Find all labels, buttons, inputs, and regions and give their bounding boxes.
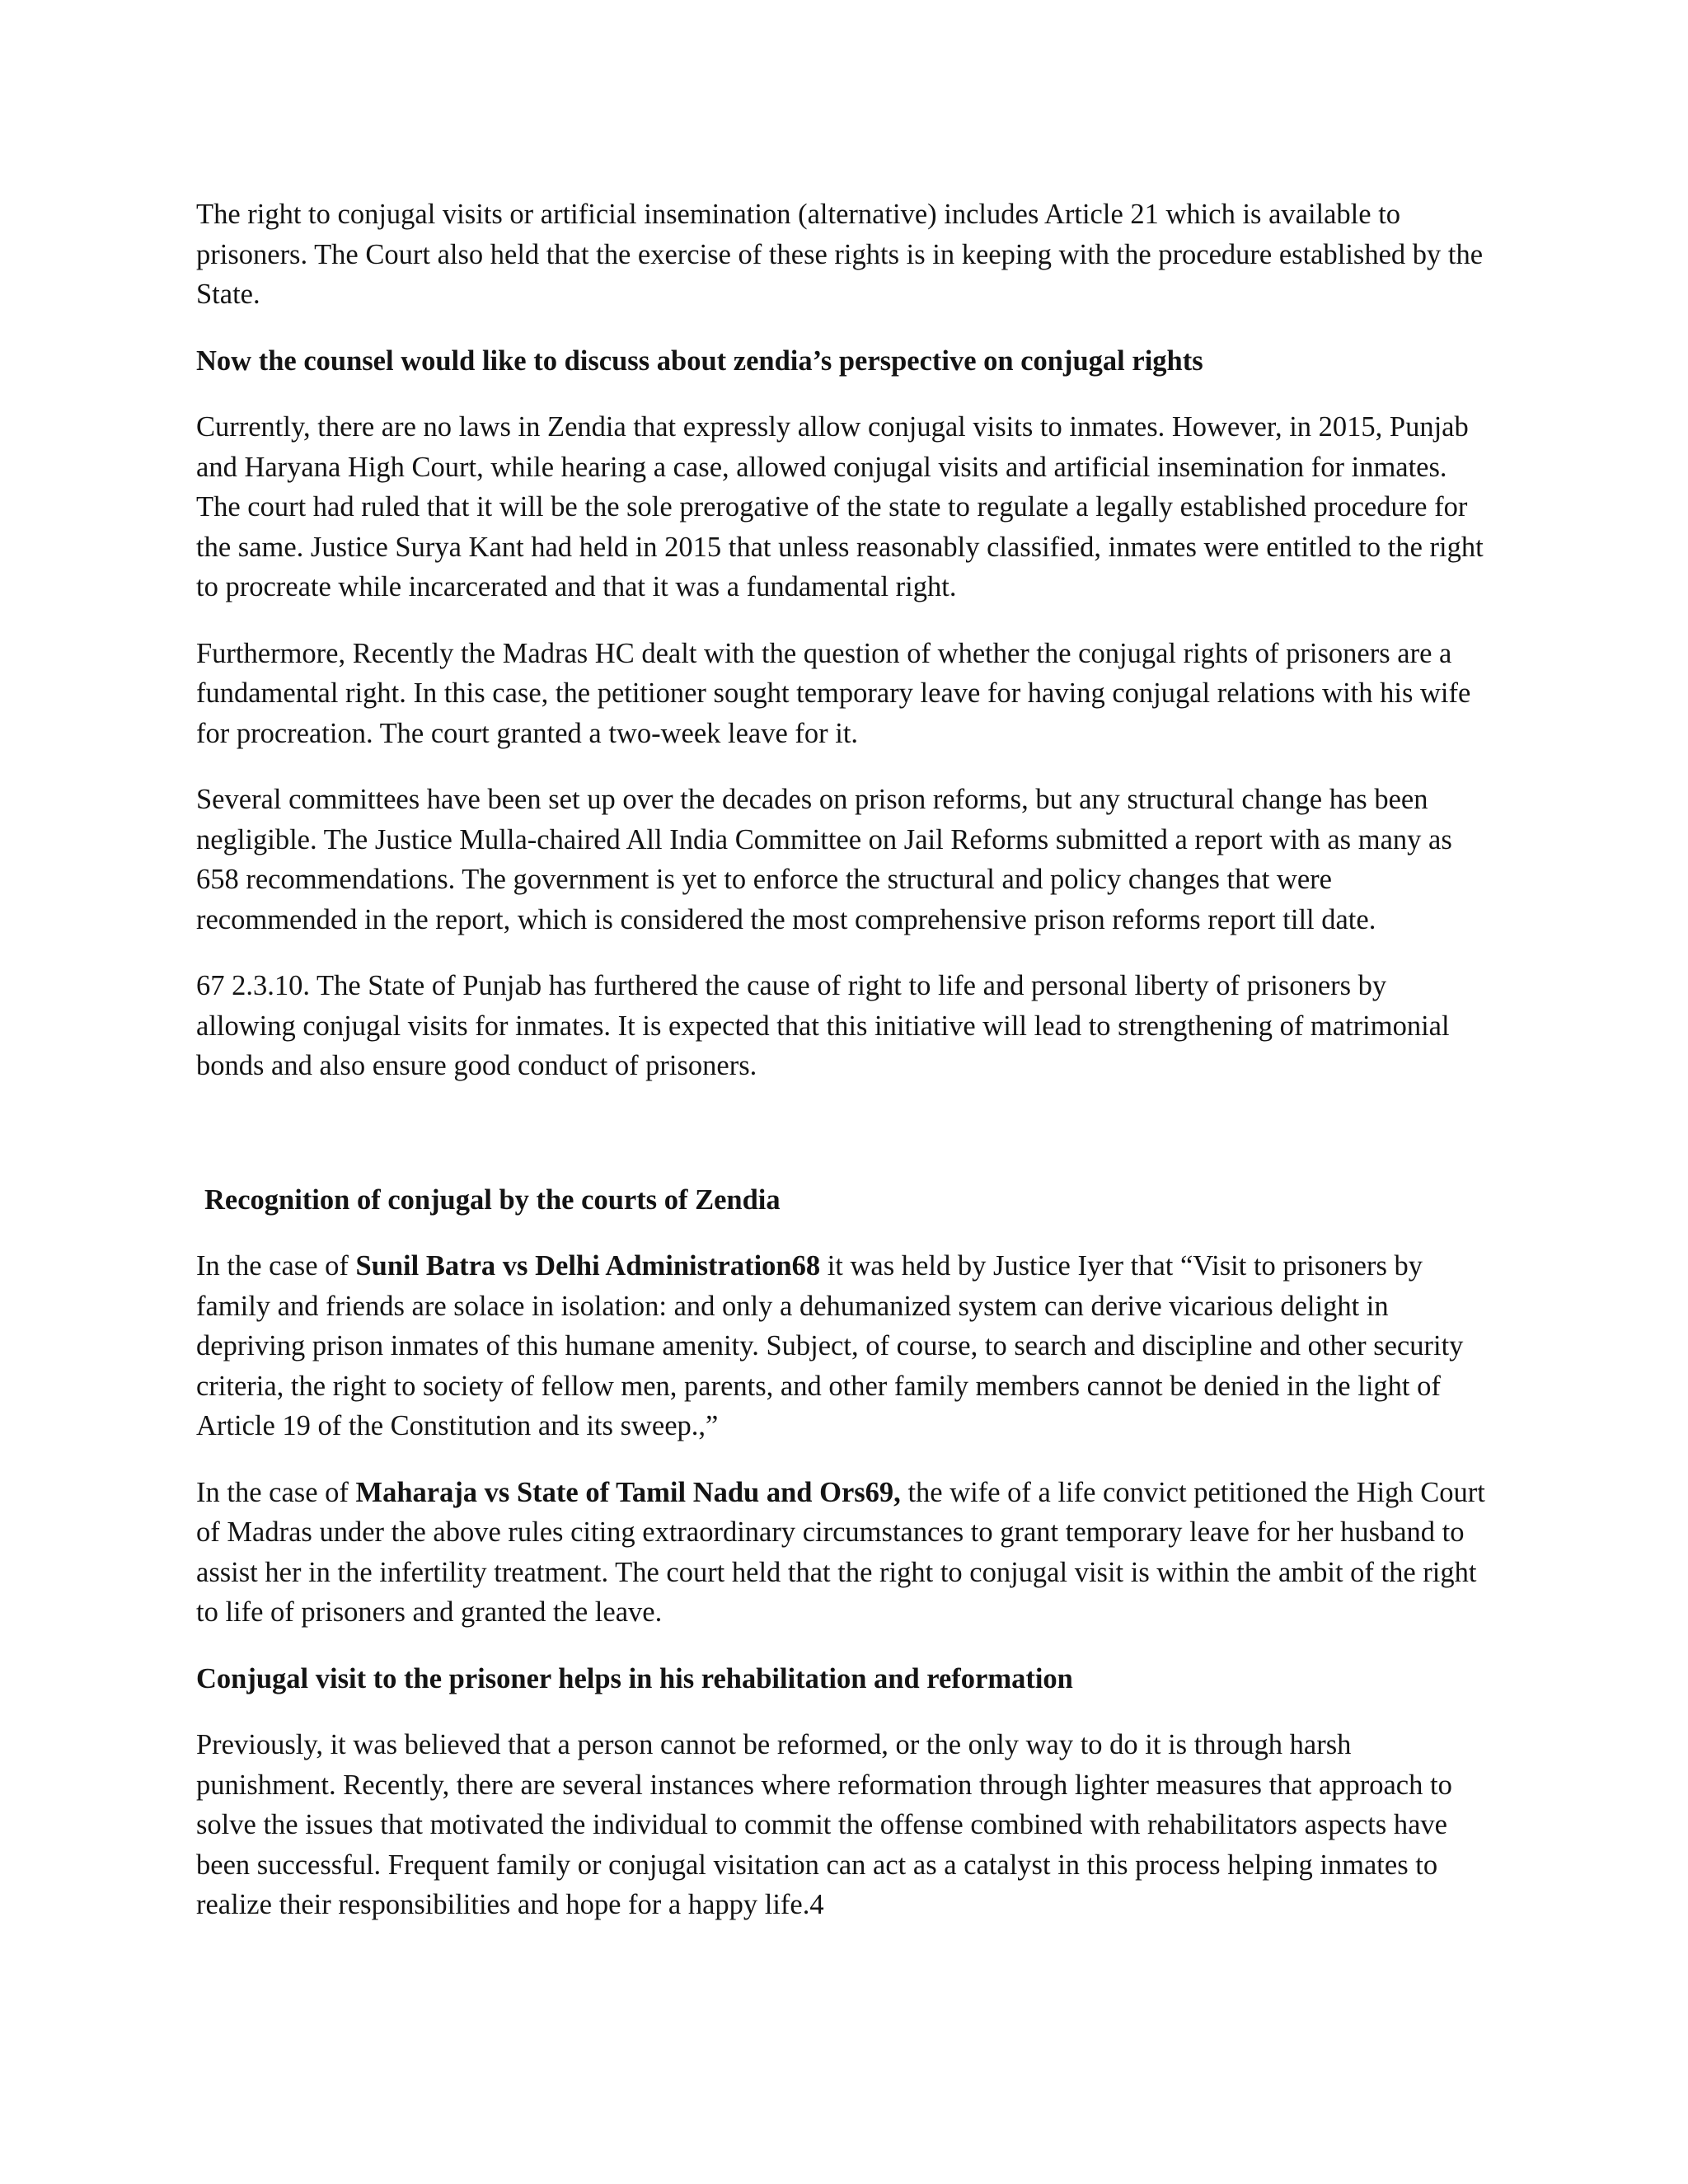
document-page (196, 194, 1492, 1952)
heading-zendia-perspective: Now the counsel would like to discuss about zendia’s perspective on conjugal rights (196, 344, 1203, 377)
case-intro-text: In the case of (196, 1476, 356, 1508)
paragraph-article-21: The right to conjugal visits or artificial insemination (alternative) includes Article 21 which is available to prisoners. The Court also held that the exercise of these rights is in keeping with the procedure established by the State. (196, 199, 1484, 310)
heading-recognition-courts: Recognition of conjugal by the courts of Zendia (204, 1183, 781, 1216)
paragraph-committees: Several committees have been set up over the decades on prison reforms, but any structural change has been negligible. The Justice Mulla-chaired All India Committee on Jail Reforms submitted a report with as many as 658 recommendations. The government is yet to enforce the structural and policy changes that were recommended in the report, which is considered the most comprehensive prison reforms report till date. (196, 784, 1452, 935)
blank-space (196, 1113, 1492, 1180)
heading-rehabilitation: Conjugal visit to the prisoner helps in his rehabilitation and reformation (196, 1662, 1073, 1694)
case-name-maharaja: Maharaja vs State of Tamil Nadu and Ors69, (355, 1476, 901, 1508)
case-name-sunil-batra: Sunil Batra vs Delhi Administration68 (355, 1250, 821, 1282)
paragraph-no-laws-zendia: Currently, there are no laws in Zendia that expressly allow conjugal visits to inmates. However, in 2015, Punjab and Haryana High Court, while hearing a case, allowed conjugal visits and artificial insemination for inmates. The court had ruled that it will be the sole prerogative of the state to regulate a legally established procedure for the same. Justice Surya Kant had held in 2015 that unless reasonably classified, inmates were entitled to the right to procreate while incarcerated and that it was a fundamental right. (196, 411, 1484, 602)
paragraph-sunil-batra (196, 1246, 1492, 1446)
case-body-text: the wife of a life convict petitioned the High Court of Madras under the above rules citing extraordinary circumstances to grant temporary leave for her husband to assist her in the infertility treatment. The court held that the right to conjugal visit is within the ambit of the right to life of prisoners and granted the leave. (196, 1476, 1485, 1628)
case-intro-text: In the case of (196, 1250, 356, 1282)
paragraph-reformation: Previously, it was believed that a person cannot be reformed, or the only way to do it is through harsh punishment. Recently, there are several instances where reformation through lighter measures that approach to solve the issues that motivated the individual to commit the offense combined with rehabilitators aspects have been successful. Frequent family or conjugal visitation can act as a catalyst in this process helping inmates to realize their responsibilities and hope for a happy life.4 (196, 1729, 1452, 1920)
case-body-text: it was held by Justice Iyer that “Visit to prisoners by family and friends are solace in isolation: and only a dehumanized system can derive vicarious delight in depriving prison inmates of this humane amenity. Subject, of course, to search and discipline and other security criteria, the right to society of fellow men, parents, and other family members cannot be denied in the light of Article 19 of the Constitution and its sweep.,” (196, 1250, 1464, 1441)
paragraph-state-of-punjab: 67 2.3.10. The State of Punjab has furthered the cause of right to life and personal liberty of prisoners by allowing conjugal visits for inmates. It is expected that this initiative will lead to strengthening of matrimonial bonds and also ensure good conduct of prisoners. (196, 970, 1450, 1081)
paragraph-maharaja (196, 1473, 1492, 1633)
paragraph-madras-hc: Furthermore, Recently the Madras HC dealt with the question of whether the conjugal rights of prisoners are a fundamental right. In this case, the petitioner sought temporary leave for having conjugal relations with his wife for procreation. The court granted a two-week leave for it. (196, 637, 1471, 749)
